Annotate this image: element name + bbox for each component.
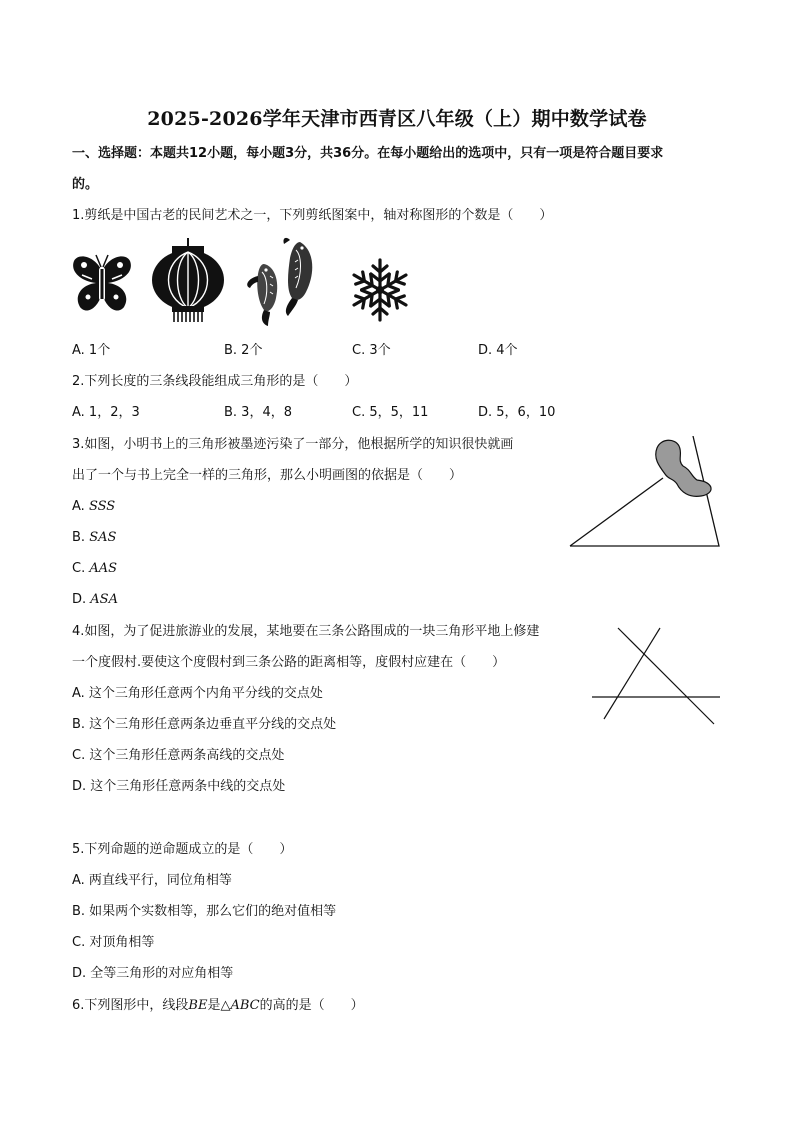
q4-option-a: A. 这个三角形任意两个内角平分线的交点处 [72,686,323,701]
page-title: 2025-2026学年天津市西青区八年级（上）期中数学试卷 [147,108,647,130]
butterfly-icon [70,251,134,317]
q3-option-d: D. ASA [72,592,118,607]
q3-stem-2: 出了一个与书上完全一样的三角形，那么小明画图的依据是（ ） [72,468,463,483]
ink-blot [656,440,711,496]
q1-option-b: B. 2个 [224,343,263,358]
q5-option-c: C. 对顶角相等 [72,935,155,950]
q1-option-d: D. 4个 [478,343,518,358]
q5-stem: 5.下列命题的逆命题成立的是（ ） [72,842,293,857]
section-header: 一、选择题：本题共12小题，每小题3分，共36分。在每小题给出的选项中，只有一项是符合题目要求 [72,146,664,161]
q2-option-b: B. 3，4，8 [224,405,292,420]
q4-option-b: B. 这个三角形任意两条边垂直平分线的交点处 [72,717,337,732]
koi-fish-icon [240,236,330,328]
q3-option-a: A. SSS [72,499,116,514]
q3-stem-1: 3.如图，小明书上的三角形被墨迹污染了一部分，他根据所学的知识很快就画 [72,437,514,452]
q3-option-b: B. SAS [72,530,117,545]
q4-option-c: C. 这个三角形任意两条高线的交点处 [72,748,285,763]
triangle-abc: ABC [230,998,260,1013]
q1-option-c: C. 3个 [352,343,391,358]
stained-triangle-figure [565,436,725,552]
q1-stem: 1.剪纸是中国古老的民间艺术之一，下列剪纸图案中，轴对称图形的个数是（ ） [72,208,553,223]
q5-option-b: B. 如果两个实数相等，那么它们的绝对值相等 [72,904,337,919]
q4-stem-1: 4.如图，为了促进旅游业的发展，某地要在三条公路围成的一块三角形平地上修建 [72,624,540,639]
q5-option-a: A. 两直线平行，同位角相等 [72,873,232,888]
q2-option-c: C. 5，5，11 [352,405,429,420]
q3-option-c: C. AAS [72,561,118,576]
lantern-icon [150,238,226,324]
section-header-cont: 的。 [72,177,99,192]
three-roads-figure [590,624,724,728]
q5-option-d: D. 全等三角形的对应角相等 [72,966,234,981]
q2-option-a: A. 1，2，3 [72,405,140,420]
q6-stem: 6.下列图形中，线段BE是△ABC的高的是（ ） [72,998,364,1013]
snowflake-icon [346,256,414,324]
q4-option-d: D. 这个三角形任意两条中线的交点处 [72,779,286,794]
segment-be: BE [188,998,208,1013]
q2-stem: 2.下列长度的三条线段能组成三角形的是（ ） [72,374,358,389]
q4-stem-2: 一个度假村.要使这个度假村到三条公路的距离相等，度假村应建在（ ） [72,655,506,670]
q2-option-d: D. 5，6，10 [478,405,556,420]
q1-option-a: A. 1个 [72,343,111,358]
